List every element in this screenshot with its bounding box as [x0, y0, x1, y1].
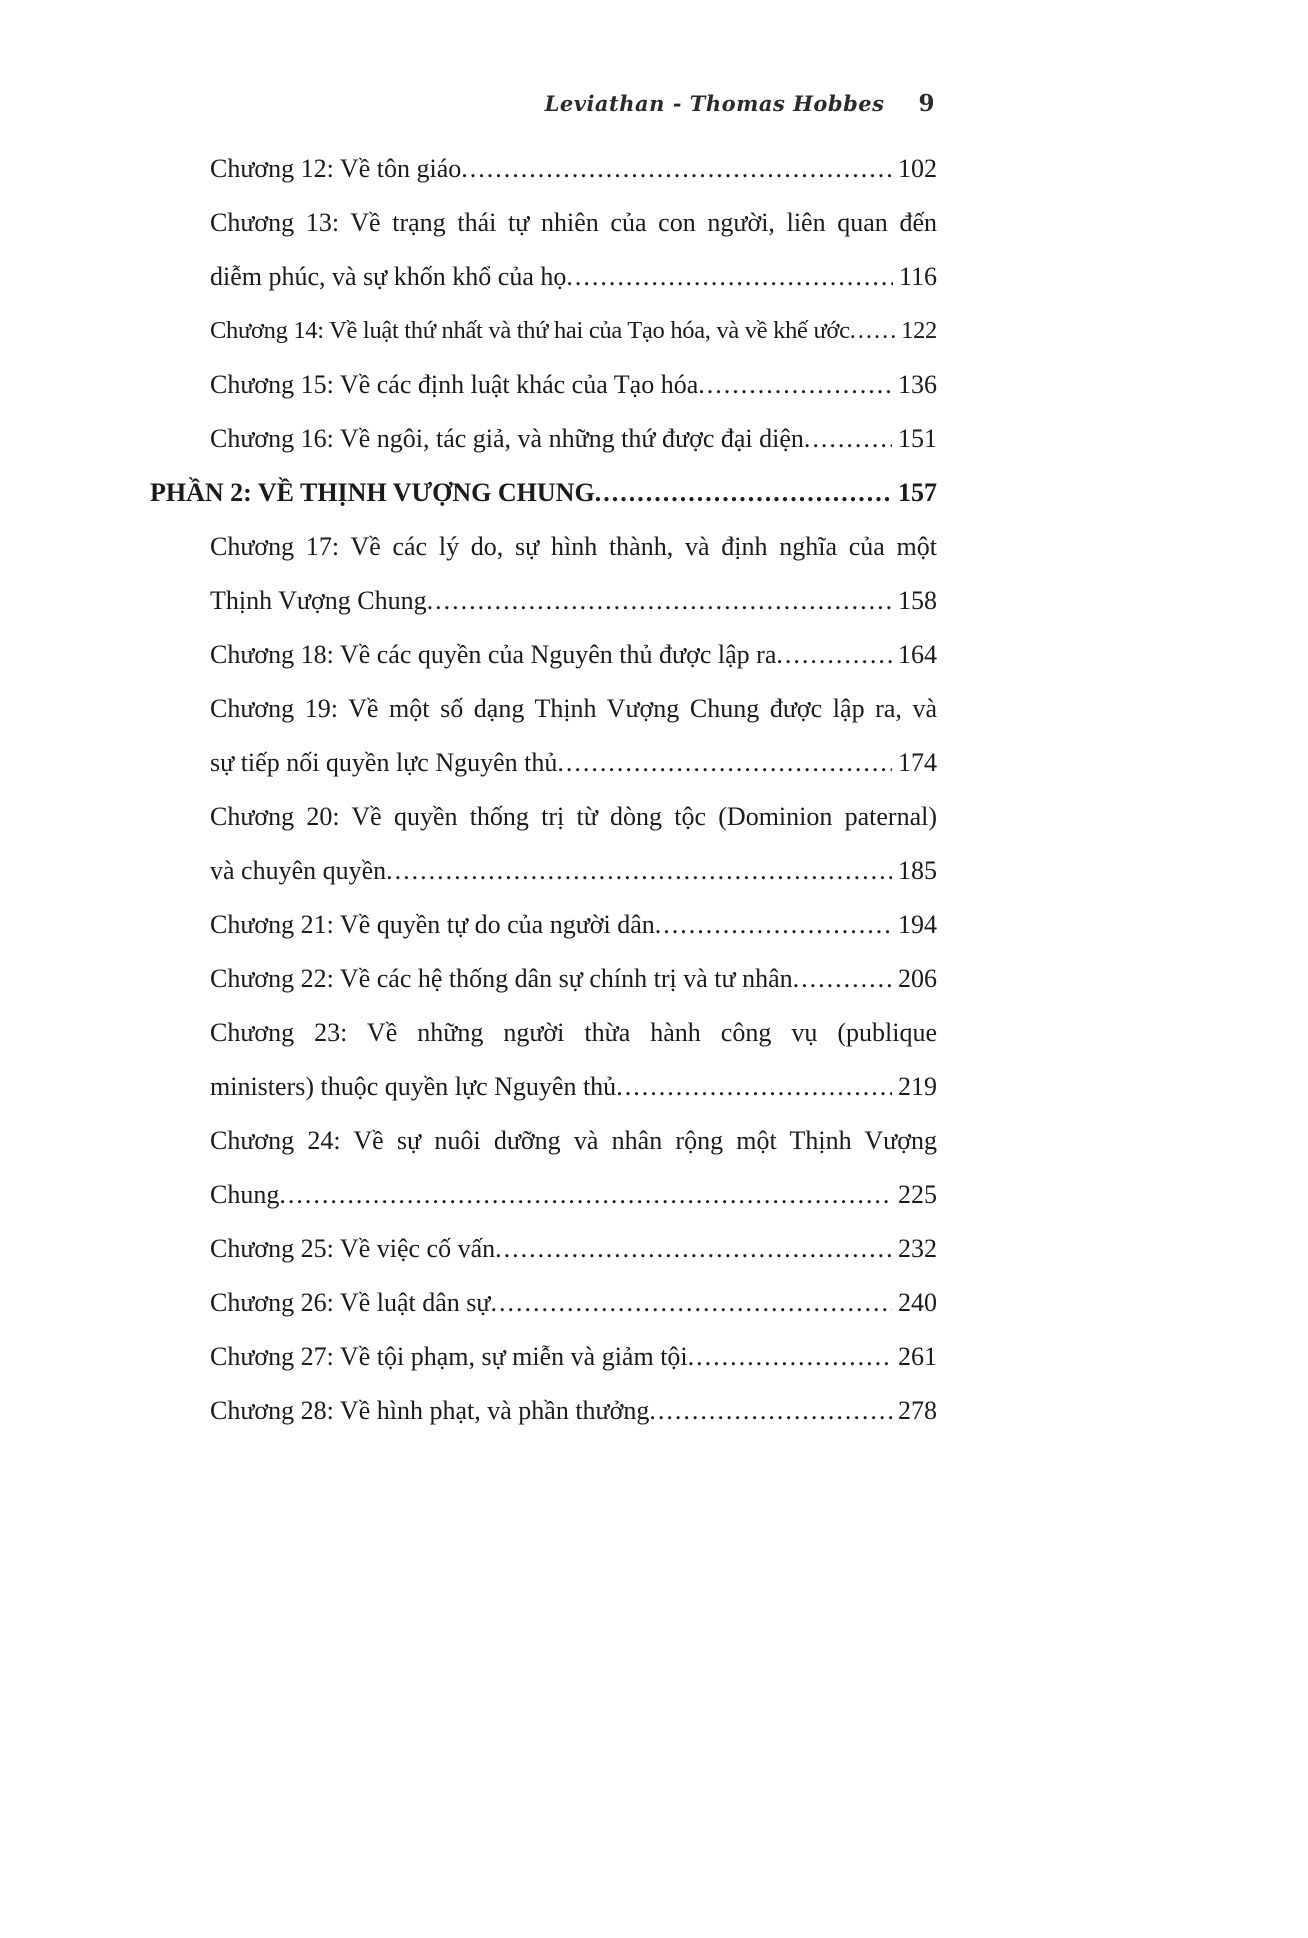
toc-entry-chapter — [150, 358, 937, 412]
toc-entry-title: PHẦN 2: VỀ THỊNH VƯỢNG CHUNG — [150, 478, 595, 507]
toc-entry-last-line — [210, 1060, 937, 1114]
dot-leader — [616, 1060, 892, 1114]
toc-entry-title: sự tiếp nối quyền lực Nguyên thủ — [210, 748, 558, 777]
header-page-number: 9 — [918, 90, 935, 117]
toc-entry-title: Chương 27: Về tội phạm, sự miễn và giảm tội — [210, 1342, 688, 1371]
toc-entry-title: Chương 15: Về các định luật khác của Tạo hóa — [210, 370, 699, 399]
toc-entry-last-line — [210, 250, 937, 304]
toc-entry-title-line: Chương 20: Về quyền thống trị từ dòng tộc (Dominion paternal) — [210, 802, 937, 831]
toc-entry-title: Chương 18: Về các quyền của Nguyên thủ được lập ra — [210, 640, 777, 669]
toc-entry-title: Chương 26: Về luật dân sự — [210, 1288, 491, 1317]
dot-leader — [698, 358, 892, 412]
toc-entry-title-line: Chương 24: Về sự nuôi dưỡng và nhân rộng một Thịnh Vượng — [210, 1126, 937, 1155]
toc-entry-title-line: Chương 13: Về trạng thái tự nhiên của con người, liên quan đến — [210, 208, 937, 237]
toc-entry-page-number: 151 — [898, 424, 937, 453]
toc-entry-page-number: 158 — [898, 586, 937, 615]
toc-entry-page-number: 116 — [898, 262, 937, 291]
dot-leader — [655, 898, 892, 952]
toc-entry-page-number: 185 — [898, 856, 937, 885]
toc-entry-last-line — [210, 952, 937, 1006]
dot-leader — [386, 844, 892, 898]
toc-entry-page-number: 194 — [898, 910, 937, 939]
toc-entry-page-number: 102 — [898, 154, 937, 183]
toc-entry-title: ministers) thuộc quyền lực Nguyên thủ — [210, 1072, 617, 1101]
toc-entry-chapter — [150, 1006, 937, 1114]
toc-entry-title: Chung — [210, 1180, 280, 1209]
toc-entry-page-number: 240 — [898, 1288, 937, 1317]
toc-entry-last-line — [210, 358, 937, 412]
toc-entry-last-line — [210, 1276, 937, 1330]
dot-leader — [279, 1168, 892, 1222]
dot-leader — [850, 304, 895, 358]
toc-entry-last-line — [210, 898, 937, 952]
toc-entry-page-number: 157 — [898, 478, 937, 507]
running-head-title: Leviathan - Thomas Hobbes — [544, 91, 885, 116]
toc-entry-title: Chương 21: Về quyền tự do của người dân — [210, 910, 655, 939]
toc-entry-last-line — [210, 1330, 937, 1384]
toc-entry-last-line — [210, 574, 937, 628]
toc-entry-last-line — [210, 628, 937, 682]
toc-entry-last-line — [210, 736, 937, 790]
toc-entry-last-line — [210, 1384, 937, 1438]
toc-entry-page-number: 232 — [898, 1234, 937, 1263]
dot-leader — [688, 1330, 892, 1384]
toc-entry-page-number: 206 — [898, 964, 937, 993]
toc-entry-title: Chương 12: Về tôn giáo — [210, 154, 462, 183]
toc-entry-last-line — [210, 844, 937, 898]
dot-leader — [557, 736, 892, 790]
toc-entry-page-number: 261 — [898, 1342, 937, 1371]
toc-entry-title: Thịnh Vượng Chung — [210, 586, 427, 615]
toc-entry-title: Chương 14: Về luật thứ nhất và thứ hai của Tạo hóa, và về khế ước — [210, 317, 850, 344]
toc-entry-chapter — [150, 790, 937, 898]
toc-entry-chapter — [150, 1330, 937, 1384]
toc-entry-chapter — [150, 142, 937, 196]
toc-entry-page-number: 225 — [898, 1180, 937, 1209]
toc-entry-title: Chương 16: Về ngôi, tác giả, và những thứ được đại diện — [210, 424, 804, 453]
dot-leader — [776, 628, 892, 682]
dot-leader — [595, 466, 892, 520]
toc-entry-chapter — [150, 1276, 937, 1330]
toc-entry-chapter — [150, 1384, 937, 1438]
toc-entry-chapter — [150, 628, 937, 682]
toc-entry-title: và chuyên quyền — [210, 856, 387, 885]
toc-entry-last-line — [210, 412, 937, 466]
toc-entry-last-line — [150, 466, 937, 520]
toc-entry-last-line — [210, 1168, 937, 1222]
toc-entry-chapter — [150, 898, 937, 952]
toc-entry-title-line: Chương 23: Về những người thừa hành công vụ (publique — [210, 1018, 937, 1047]
toc-entry-chapter — [150, 196, 937, 304]
toc-entry-chapter — [150, 412, 937, 466]
dot-leader — [793, 952, 892, 1006]
toc-entry-title: diễm phúc, và sự khốn khổ của họ — [210, 262, 567, 291]
toc-entry-page-number: 174 — [898, 748, 937, 777]
dot-leader — [566, 250, 893, 304]
toc-entry-chapter — [150, 1114, 937, 1222]
toc-entry-last-line — [210, 304, 937, 358]
toc-entry-title: Chương 22: Về các hệ thống dân sự chính trị và tư nhân — [210, 964, 793, 993]
toc-entry-chapter — [150, 304, 937, 358]
dot-leader — [495, 1222, 892, 1276]
dot-leader — [427, 574, 892, 628]
toc-entry-page-number: 219 — [898, 1072, 937, 1101]
toc-entry-chapter — [150, 520, 937, 628]
toc-entry-chapter — [150, 952, 937, 1006]
toc-entry-title: Chương 25: Về việc cố vấn — [210, 1234, 496, 1263]
toc-entry-last-line — [210, 142, 937, 196]
page-header — [0, 90, 935, 117]
dot-leader — [491, 1276, 893, 1330]
table-of-contents — [150, 142, 937, 1438]
toc-entry-page-number: 278 — [898, 1396, 937, 1425]
dot-leader — [804, 412, 892, 466]
toc-entry-page-number: 122 — [901, 317, 937, 344]
toc-entry-part — [150, 466, 937, 520]
toc-entry-chapter — [150, 682, 937, 790]
toc-entry-title-line: Chương 17: Về các lý do, sự hình thành, và định nghĩa của một — [210, 532, 937, 561]
toc-entry-page-number: 136 — [898, 370, 937, 399]
toc-entry-chapter — [150, 1222, 937, 1276]
toc-entry-title: Chương 28: Về hình phạt, và phần thưởng — [210, 1396, 650, 1425]
dot-leader — [649, 1384, 892, 1438]
dot-leader — [461, 142, 892, 196]
toc-entry-last-line — [210, 1222, 937, 1276]
toc-entry-title-line: Chương 19: Về một số dạng Thịnh Vượng Chung được lập ra, và — [210, 694, 937, 723]
toc-entry-page-number: 164 — [898, 640, 937, 669]
